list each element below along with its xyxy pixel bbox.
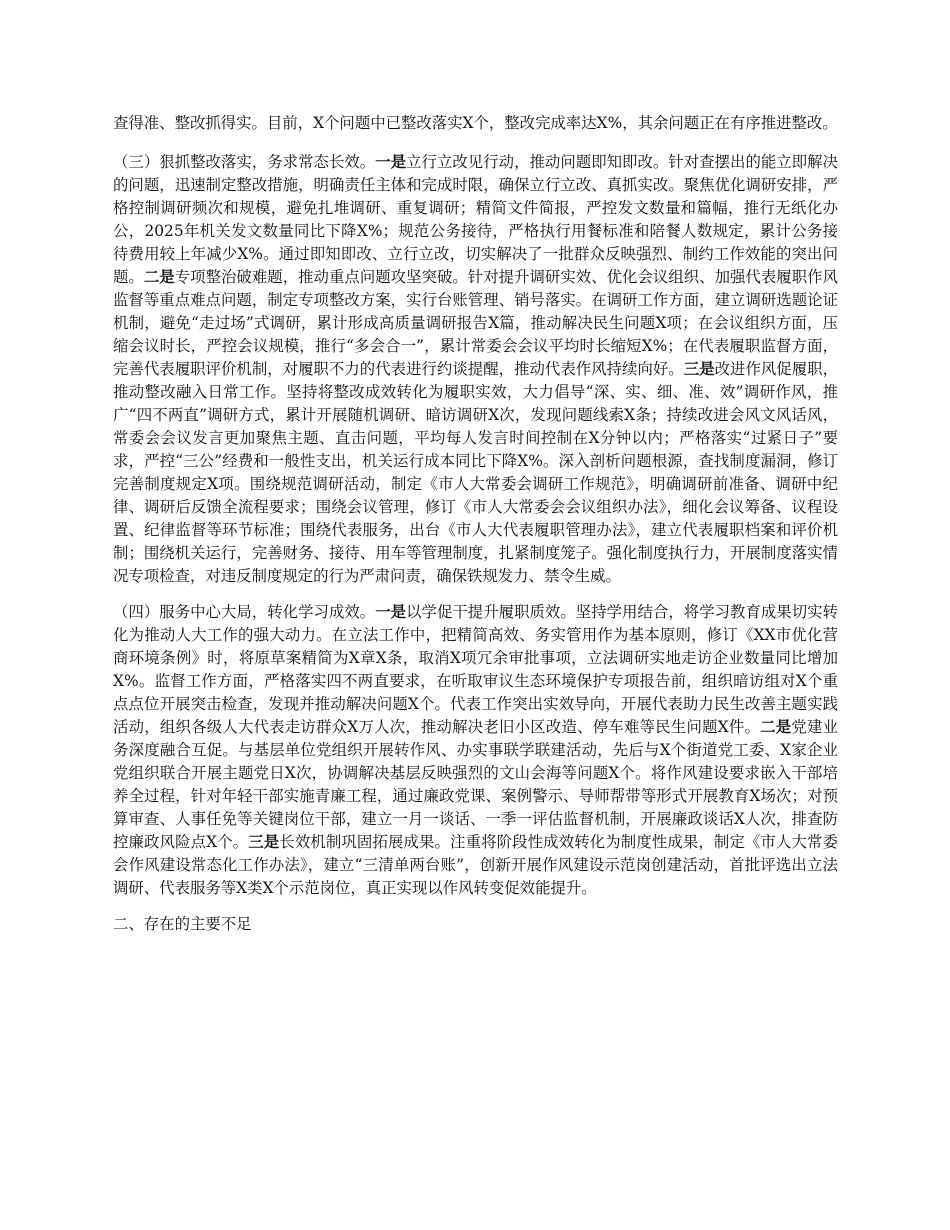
paragraph-text: 查得准、整改抓得实。目前，X个问题中已整改落实X个，整改完成率达X%，其余问题正在有序推进整改。 [113, 114, 838, 132]
point-three-label: 三是 [248, 833, 280, 851]
point-two-label: 二是 [760, 718, 792, 736]
section-heading-four: （四）服务中心大局，转化学习成效。 [113, 603, 376, 621]
paragraph-rectification-progress [113, 112, 838, 135]
paragraph-text: 专项整治破难题，推动重点问题攻坚突破。针对提升调研实效、优化会议组织、加强代表履职作风监督等重点难点问题，制定专项整改方案，实行台账管理、销号落实。在调研工作方面，建立调研选题论证机制，避免“走过场”式调研，累计形成高质量调研报告X篇，推动解决民生问题X项；在会议组织方面，压缩会议时长，严控会议规模，推行“多会合一”，累计常委会会议平均时长缩短X%；在代表履职监督方面，完善代表履职评价机制，对履职不力的代表进行约谈提醒，推动代表作风持续向好。 [113, 268, 838, 378]
paragraph-text: 改进作风促履职，推动整改融入日常工作。坚持将整改成效转化为履职实效，大力倡导“深、实、细、准、效”调研作风，推广“四不两直”调研方式，累计开展随机调研、暗访调研X次，发现问题线索X条；持续改进会风文风话风，常委会会议发言更加聚焦主题、直击问题，平均每人发言时间控制在X分钟以内；严格落实“过紧日子”要求，严控“三公”经费和一般性支出，机关运行成本同比下降X%。深入剖析问题根源，查找制度漏洞，修订完善制度规定X项。围绕规范调研活动，制定《市人大常委会调研工作规范》，明确调研前准备、调研中纪律、调研后反馈全流程要求；围绕会议管理，修订《市人大常委会会议组织办法》，细化会议筹备、议程设置、纪律监督等环节标准；围绕代表服务，出台《市人大代表履职管理办法》，建立代表履职档案和评价机制；围绕机关运行，完善财务、接待、用车等管理制度，扎紧制度笼子。强化制度执行力，开展制度落实情况专项检查，对违反制度规定的行为严肃问责，确保铁规发力、禁令生威。 [113, 360, 838, 585]
paragraph-text: 立行立改见行动，推动问题即知即改。针对查摆出的能立即解决的问题，迅速制定整改措施，明确责任主体和完成时限，确保立行立改、真抓实改。聚焦优化调研安排，严格控制调研频次和规模，避免扎堆调研、重复调研；精简文件简报，严控发文数量和篇幅，推行无纸化办公，2025年机关发文数量同比下降X%；规范公务接待，严格执行用餐标准和陪餐人数规定，累计公务接待费用较上年减少X%。通过即知即改、立行立改，切实解决了一批群众反映强烈、制约工作效能的突出问题。 [113, 153, 838, 286]
section-heading-shortcomings [113, 913, 838, 936]
point-two-label: 二是 [143, 268, 175, 286]
document-body [113, 112, 838, 948]
paragraph-section-three [113, 151, 838, 588]
paragraph-text: 长效机制巩固拓展成果。注重将阶段性成效转化为制度性成果，制定《市人大常委会作风建设常态化工作办法》，建立“三清单两台账”，创新开展作风建设示范岗创建活动，首批评选出立法调研、代表服务等X类X个示范岗位，真正实现以作风转变促效能提升。 [113, 833, 838, 897]
point-one-label: 一是 [375, 153, 407, 171]
paragraph-text: 以学促干提升履职质效。坚持学用结合，将学习教育成果切实转化为推动人大工作的强大动力。在立法工作中，把精简高效、务实管用作为基本原则，修订《XX市优化营商环境条例》时，将原草案精简为X章X条，取消X项冗余审批事项，立法调研实地走访企业数量同比增加X%。监督工作方面，严格落实四不两直要求，在听取审议生态环境保护专项报告前，组织暗访组对X个重点点位开展突击检查，发现并推动解决问题X个。代表工作突出实效导向，开展代表助力民生改善主题实践活动，组织各级人大代表走访群众X万人次，推动解决老旧小区改造、停车难等民生问题X件。 [113, 603, 838, 736]
section-heading-three: （三）狠抓整改落实，务求常态长效。 [113, 153, 376, 171]
paragraph-text: 党建业务深度融合互促。与基层单位党组织开展转作风、办实事联学联建活动，先后与X个街道党工委、X家企业党组织联合开展主题党日X次，协调解决基层反映强烈的文山会海等问题X个。将作风建设要求嵌入干部培养全过程，针对年轻干部实施青廉工程，通过廉政党课、案例警示、导师帮带等形式开展教育X场次；对预算审查、人事任免等关键岗位干部，建立一月一谈话、一季一评估监督机制，开展廉政谈话X人次，排查防控廉政风险点X个。 [113, 718, 838, 851]
point-three-label: 三是 [683, 360, 715, 378]
heading-text: 二、存在的主要不足 [113, 915, 252, 933]
point-one-label: 一是 [375, 603, 407, 621]
paragraph-section-four [113, 601, 838, 900]
